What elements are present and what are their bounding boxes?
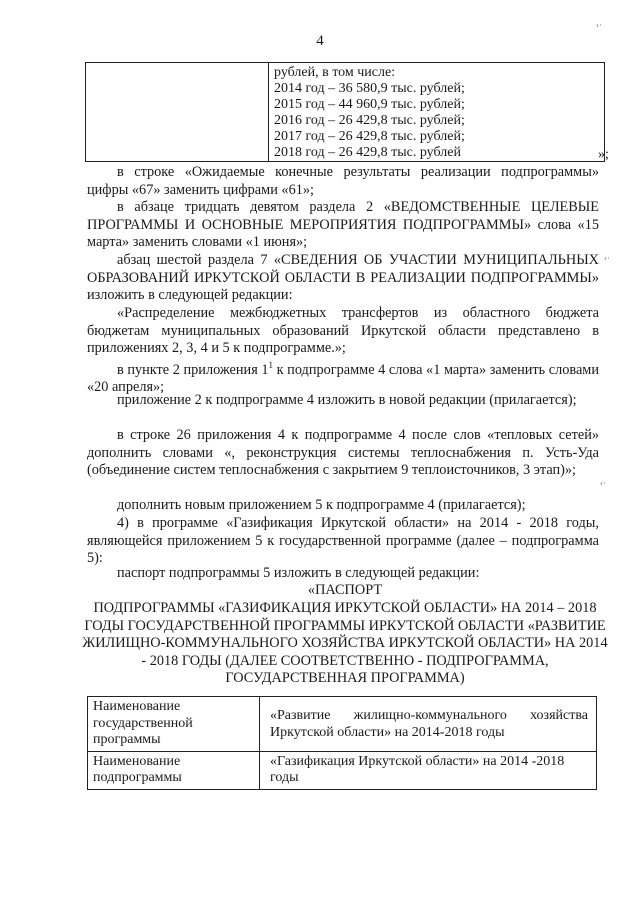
funding-table-label-cell <box>86 63 269 162</box>
text-run: в пункте 2 приложения 1 <box>117 361 269 378</box>
paragraph-distribution: «Распределение межбюджетных трансфертов из областного бюджета бюджетам муниципальных образований Иркутской области представлено в приложениях 2, 3, 4 и 5 к подпрограмме.»; <box>87 305 599 356</box>
text-run: » слова «15 марта» заменить словами «1 июня»; <box>87 216 600 250</box>
funding-table-value-cell <box>269 63 605 162</box>
table-row <box>88 751 597 789</box>
funding-line: 2016 год – 26 429,8 тыс. рублей; <box>274 113 465 128</box>
paragraph-section-2 <box>87 199 599 252</box>
section-title-caps: ВЕДОМСТВЕННЫЕ ЦЕЛЕВЫЕ ПРОГРАММЫ И ОСНОВНЫЕ МЕРОПРИЯТИЯ ПОДПРОГРАММЫ <box>87 199 599 233</box>
table-row <box>88 697 597 752</box>
paragraph-passport-intro: паспорт подпрограммы 5 изложить в следующей редакции: <box>117 565 480 581</box>
funding-line: 2018 год – 26 429,8 тыс. рублей <box>274 145 461 160</box>
page-number: 4 <box>316 33 324 49</box>
section-title-caps: СВЕДЕНИЯ ОБ УЧАСТИИ МУНИЦИПАЛЬНЫХ ОБРАЗОВАНИЙ ИРКУТСКОЙ ОБЛАСТИ В РЕАЛИЗАЦИИ ПОДПРОГРАММЫ <box>87 252 599 286</box>
funding-line: 2014 год – 36 580,9 тыс. рублей; <box>274 81 465 96</box>
paragraph-appendix-2: приложение 2 к подпрограмме 4 изложить в новой редакции (прилагается); <box>117 392 577 408</box>
passport-value-subprogram: «Газификация Иркутской области» на 2014 -2018 годы <box>260 751 597 789</box>
text-run: абзац шестой раздела 7 « <box>117 252 282 268</box>
table-closing-quote: »; <box>598 147 609 162</box>
passport-heading-line1: «ПАСПОРТ <box>307 582 383 598</box>
funding-line: рублей, в том числе: <box>274 65 396 80</box>
funding-line: 2015 год – 44 960,9 тыс. рублей; <box>274 97 465 112</box>
paragraph-gasification: 4) в программе «Газификация Иркутской области» на 2014 - 2018 годы, являющейся приложением 5 к государственной программе (далее – подпрограмма 5): <box>87 515 599 566</box>
passport-label-state-program: Наименование государственной программы <box>88 697 260 752</box>
paragraph-appendix-1 <box>87 357 599 397</box>
passport-heading: ПОДПРОГРАММЫ «ГАЗИФИКАЦИЯ ИРКУТСКОЙ ОБЛАСТИ» НА 2014 – 2018 ГОДЫ ГОСУДАРСТВЕННОЙ ПРОГРАММЫ ИРКУТСКОЙ ОБЛАСТИ «РАЗВИТИЕ ЖИЛИЩНО-КОММУНАЛЬНОГО ХОЗЯЙСТВА ИРКУТСКОЙ ОБЛАСТИ» НА 2014 - 2018 ГОДЫ (ДАЛЕЕ СООТВЕТСТВЕННО - ПОДПРОГРАММА, ГОСУДАРСТВЕННАЯ ПРОГРАММА) <box>82 600 608 686</box>
paragraph-expected-results: в строке «Ожидаемые конечные результаты реализации подпрограммы» цифры «67» заменить цифрами «61»; <box>87 164 599 198</box>
text-run: в абзаце тридцать девятом раздела 2 « <box>117 199 391 215</box>
text-run: » изложить в следующей редакции: <box>87 269 599 303</box>
superscript: 1 <box>268 360 274 370</box>
paragraph-section-7 <box>87 252 599 305</box>
funding-table <box>85 62 605 162</box>
passport-table <box>87 696 597 790</box>
scan-mark: ‹· <box>604 253 610 263</box>
paragraph-row-26: в строке 26 приложения 4 к подпрограмме 4 после слов «тепловых сетей» дополнить словами «, реконструкция системы теплоснабжения п. Усть-Уда (объединение систем теплоснабжения с закрытием 9 теплоисточников, 3 этап)»; <box>87 427 599 478</box>
scan-mark: ‹· <box>600 478 606 488</box>
passport-label-subprogram: Наименование подпрограммы <box>88 751 260 789</box>
text-run: к подпрограмме 4 слова «1 марта» заменить словами «20 апреля»; <box>87 361 599 396</box>
paragraph-new-appendix: дополнить новым приложением 5 к подпрограмме 4 (прилагается); <box>117 497 526 513</box>
scan-mark: ‹· <box>596 20 602 30</box>
funding-line: 2017 год – 26 429,8 тыс. рублей; <box>274 129 465 144</box>
passport-value-state-program: «Развитие жилищно-коммунального хозяйства Иркутской области» на 2014-2018 годы <box>260 697 597 752</box>
